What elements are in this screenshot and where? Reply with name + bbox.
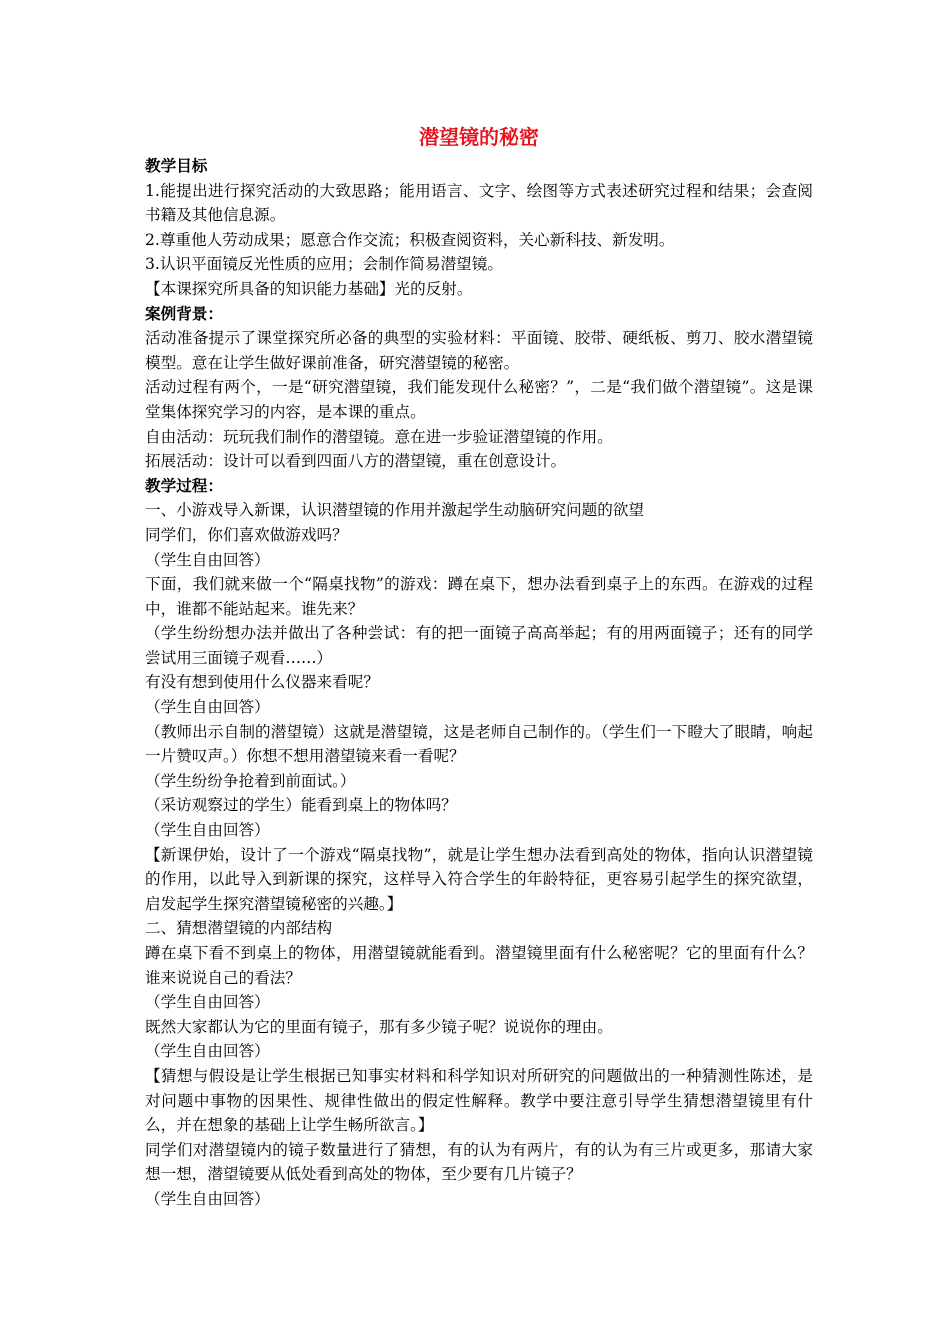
paragraph: 下面，我们就来做一个“隔桌找物”的游戏：蹲在桌下，想办法看到桌子上的东西。在游戏的过程中，谁都不能站起来。谁先来？ [145,575,813,618]
paragraph: （学生自由回答） [145,1189,270,1208]
paragraph: （学生自由回答） [145,1042,270,1061]
paragraph: 同学们对潜望镜内的镜子数量进行了猜想，有的认为有两片，有的认为有三片或更多，那请大家想一想，潜望镜要从低处看到高处的物体，至少要有几片镜子？ [145,1140,813,1184]
paragraph: 二、猜想潜望镜的内部结构 [145,919,333,938]
paragraph: （学生自由回答） [145,550,270,569]
paragraph: 3.认识平面镜反光性质的应用；会制作简易潜望镜。 [145,255,503,274]
paragraph: （采访观察过的学生）能看到桌上的物体吗？ [145,796,457,815]
paragraph: 一、小游戏导入新课，认识潜望镜的作用并激起学生动脑研究问题的欲望 [145,501,645,520]
paragraph: 既然大家都认为它的里面有镜子，那有多少镜子呢？说说你的理由。 [145,1017,613,1036]
paragraph: 【新课伊始，设计了一个游戏“隔桌找物”，就是让学生想办法看到高处的物体，指向认识潜望镜的作用，以此导入到新课的探究，这样导入符合学生的年龄特征，更容易引起学生的探究欲望，启发起学生探究潜望镜秘密的兴趣。】 [145,845,813,913]
paragraph: 蹲在桌下看不到桌上的物体，用潜望镜就能看到。潜望镜里面有什么秘密呢？它的里面有什么？谁来说说自己的看法？ [145,944,813,987]
section-heading: 教学目标 [145,157,208,175]
document-body [145,154,813,1212]
paragraph: （学生自由回答） [145,698,270,717]
paragraph: 活动准备提示了课堂探究所必备的典型的实验材料：平面镜、胶带、硬纸板、剪刀、胶水潜望镜模型。意在让学生做好课前准备，研究潜望镜的秘密。 [145,329,813,372]
paragraph: 【猜想与假设是让学生根据已知事实材料和科学知识对所研究的问题做出的一种猜测性陈述，是对问题中事物的因果性、规律性做出的假定性解释。教学中要注意引导学生猜想潜望镜里有什么，并在想象的基础上让学生畅所欲言。】 [145,1066,813,1135]
paragraph: 自由活动：玩玩我们制作的潜望镜。意在进一步验证潜望镜的作用。 [145,427,613,446]
paragraph: （学生纷纷想办法并做出了各种尝试：有的把一面镜子高高举起；有的用两面镜子；还有的同学尝试用三面镜子观看……） [145,624,813,667]
paragraph: 活动过程有两个，一是“研究潜望镜，我们能发现什么秘密？”，二是“我们做个潜望镜”。这是课堂集体探究学习的内容，是本课的重点。 [145,378,813,421]
paragraph: 拓展活动：设计可以看到四面八方的潜望镜，重在创意设计。 [145,452,567,471]
paragraph: 同学们，你们喜欢做游戏吗？ [145,525,348,544]
paragraph: 2.尊重他人劳动成果；愿意合作交流；积极查阅资料，关心新科技、新发明。 [145,230,675,249]
document-title: 潜望镜的秘密 [419,125,539,149]
paragraph: 1.能提出进行探究活动的大致思路；能用语言、文字、绘图等方式表述研究过程和结果；会查阅书籍及其他信息源。 [145,181,813,225]
paragraph: （学生纷纷争抢着到前面试。） [145,771,356,790]
paragraph: （学生自由回答） [145,821,270,840]
paragraph: （学生自由回答） [145,993,270,1012]
document-page [145,120,813,1212]
section-heading: 教学过程： [145,476,223,495]
paragraph: 有没有想到使用什么仪器来看呢？ [145,673,379,692]
paragraph: 【本课探究所具备的知识能力基础】光的反射。 [145,279,473,298]
section-heading: 案例背景： [145,304,223,323]
paragraph: （教师出示自制的潜望镜）这就是潜望镜，这是老师自己制作的。（学生们一下瞪大了眼睛，响起一片赞叹声。）你想不想用潜望镜来看一看呢？ [145,722,813,766]
